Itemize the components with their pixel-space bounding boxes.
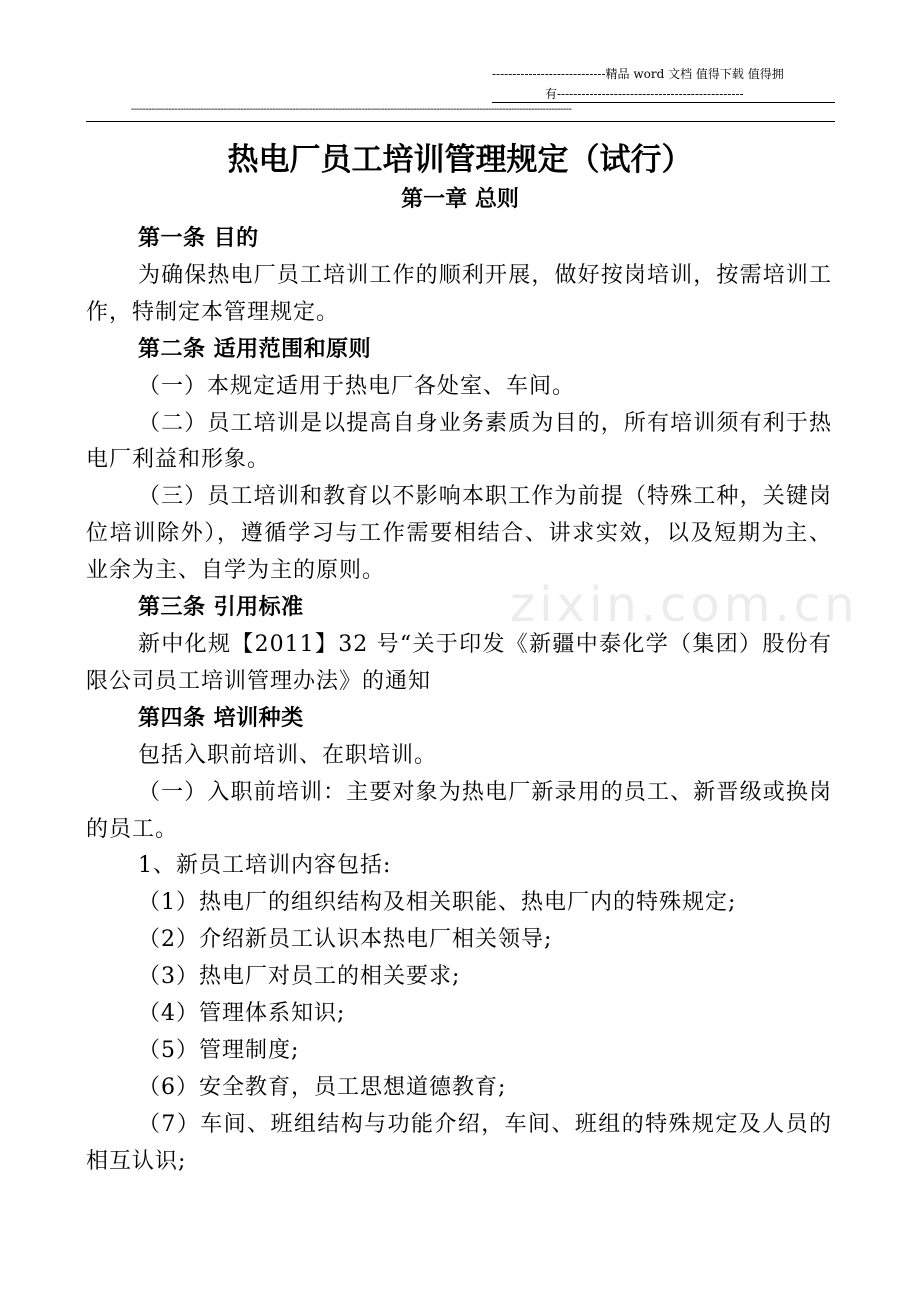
article-heading: 第三条 引用标准: [138, 595, 304, 621]
article-heading: 第二条 适用范围和原则: [138, 336, 372, 362]
paragraph: 包括入职前培训、在职培训。: [138, 742, 438, 768]
paragraph: （一）本规定适用于热电厂各处室、车间。: [138, 373, 576, 399]
paragraph: （7）车间、班组结构与功能介绍，车间、班组的特殊规定及人员的相互认识;: [86, 1111, 832, 1174]
header-line-2: 有----------------------------------------------: [545, 87, 744, 101]
paragraph: （三）员工培训和教育以不影响本职工作为前提（特殊工种，关键岗位培训除外），遵循学习与工作需要相结合、讲求实效，以及短期为主、业余为主、自学为主的原则。: [86, 484, 832, 584]
header-rule: [492, 102, 835, 103]
chapter-heading: 第一章 总则: [401, 187, 519, 212]
article-heading: 第四条 培训种类: [138, 705, 304, 731]
header-dash-line: ---------------------------------------------------------------------------------------------------------------------------------------------------------: [131, 104, 572, 115]
document-body: [86, 221, 832, 1181]
paragraph: 新中化规【2011】32 号“关于印发《新疆中泰化学（集团）股份有限公司员工培训管理办法》的通知: [86, 631, 832, 694]
document-title: 热电厂员工培训管理规定（试行）: [227, 142, 693, 178]
paragraph: （6）安全教育，员工思想道德教育;: [138, 1074, 507, 1100]
paragraph: （二）员工培训是以提高自身业务素质为目的，所有培训须有利于热电厂利益和形象。: [86, 410, 832, 473]
paragraph: （3）热电厂对员工的相关要求;: [138, 964, 461, 990]
paragraph: 1、新员工培训内容包括:: [138, 853, 392, 879]
paragraph: （4）管理体系知识;: [138, 1001, 346, 1027]
paragraph: （一）入职前培训：主要对象为热电厂新录用的员工、新晋级或换岗的员工。: [86, 779, 832, 842]
paragraph: 为确保热电厂员工培训工作的顺利开展，做好按岗培训，按需培训工作，特制定本管理规定。: [86, 262, 832, 325]
article-heading: 第一条 目的: [138, 226, 259, 251]
header-line-1: ----------------------------精品 word 文档 值得下载 值得拥: [492, 67, 784, 81]
header-rule: [86, 121, 835, 122]
paragraph: （1）热电厂的组织结构及相关职能、热电厂内的特殊规定;: [138, 890, 737, 916]
watermark: zixin.com.cn: [510, 577, 859, 633]
paragraph: （2）介绍新员工认识本热电厂相关领导;: [138, 927, 553, 953]
paragraph: （5）管理制度;: [138, 1037, 300, 1063]
